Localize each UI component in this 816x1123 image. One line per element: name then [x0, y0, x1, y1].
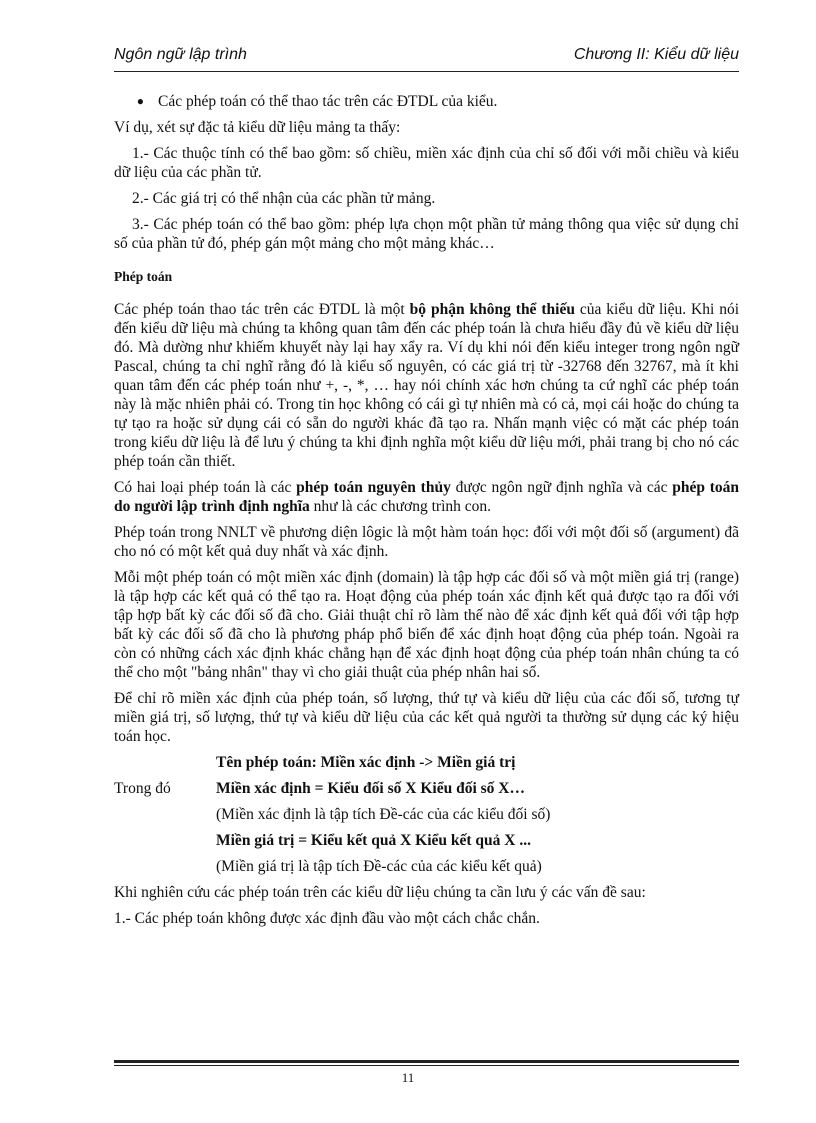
- example-item-2: 2.- Các giá trị có thể nhận của các phần tử mảng.: [132, 190, 436, 207]
- paragraph-2: [114, 478, 739, 516]
- page-header: [114, 44, 739, 70]
- paragraph-1-start: Các phép toán thao tác trên các ĐTDL là một: [114, 301, 410, 318]
- header-book-title: Ngôn ngữ lập trình: [114, 46, 247, 63]
- formula-range-note: (Miền giá trị là tập tích Đề-các của các kiểu kết quả): [216, 858, 542, 875]
- formula-line-2: [114, 779, 739, 798]
- paragraph-2-end: như là các chương trình con.: [309, 498, 492, 515]
- formula-line-5: [114, 857, 739, 876]
- formula-signature: Tên phép toán: Miền xác định -> Miền giá trị: [216, 754, 516, 771]
- paragraph-6: Khi nghiên cứu các phép toán trên các kiểu dữ liệu chúng ta cần lưu ý các vấn đề sau:: [114, 884, 646, 901]
- header-chapter-title: Chương II: Kiểu dữ liệu: [573, 46, 739, 63]
- formula-line-4: [114, 831, 739, 850]
- formula-domain-note: (Miền xác định là tập tích Đề-các của các kiểu đối số): [216, 806, 551, 823]
- example-item-3: 3.- Các phép toán có thể bao gồm: phép lựa chọn một phần tử mảng thông qua việc sử dụng chỉ số của phần tử đó, phép gán một mảng cho một mảng khác…: [114, 216, 739, 252]
- paragraph-2-emphasis-2: phép toán do người lập trình định nghĩa: [114, 479, 739, 515]
- footer-divider-thin: [114, 1065, 739, 1066]
- paragraph-7: 1.- Các phép toán không được xác định đầu vào một cách chắc chắn.: [114, 910, 540, 927]
- formula-line-3: [114, 805, 739, 824]
- paragraph-4: Mỗi một phép toán có một miền xác định (domain) là tập hợp các đối số và một miền giá trị (range) là tập hợp các kết quả có thể tạo ra. Hoạt động của phép toán xác định kết quả được tạo ra đối với tập hợp bất kỳ các đối số đã cho. Giải thuật chỉ rõ làm thế nào để xác định kết quả đối với tập hợp bất kỳ các đối số đã cho là phương pháp phổ biến để xác định hoạt động của phép toán. Ngoài ra còn có những cách xác định khác chẳng hạn để xác định hoạt động của phép toán nhân chúng ta có thể cho một "bảng nhân" thay vì cho giải thuật của phép nhân hai số.: [114, 569, 739, 681]
- paragraph-2-middle: được ngôn ngữ định nghĩa và các: [450, 479, 673, 496]
- formula-domain: Miền xác định = Kiểu đối số X Kiểu đối số X…: [216, 780, 525, 797]
- section-heading: Phép toán: [114, 269, 173, 284]
- page-number: 11: [401, 1070, 415, 1085]
- paragraph-5: Để chỉ rõ miền xác định của phép toán, số lượng, thứ tự và kiểu dữ liệu của các đối số, tương tự miền giá trị, số lượng, thứ tự và kiểu dữ liệu của các kết quả người ta thường sử dụng các ký hiệu toán học.: [114, 690, 739, 745]
- paragraph-1-emphasis: bộ phận không thể thiếu: [409, 301, 575, 318]
- paragraph-1: [114, 300, 739, 471]
- example-item-1: 1.- Các thuộc tính có thể bao gồm: số chiều, miền xác định của chỉ số đối với mỗi chiều và kiểu dữ liệu của các phần tử.: [114, 145, 739, 181]
- paragraph-3: Phép toán trong NNLT về phương diện lôgic là một hàm toán học: đối với một đối số (argument) đã cho nó có một kết quả duy nhất và xác định.: [114, 524, 739, 560]
- page-body: [114, 92, 739, 935]
- bullet-text: Các phép toán có thể thao tác trên các ĐTDL của kiểu.: [158, 93, 498, 110]
- paragraph-1-rest: của kiểu dữ liệu. Khi nói đến kiểu dữ liệu mà chúng ta không quan tâm đến các phép toán là chưa hiểu đầy đủ về kiểu dữ liệu đó. Mà dường như khiếm khuyết này lại hay xẩy ra. Ví dụ khi nói đến kiểu integer trong ngôn ngữ Pascal, chúng ta chỉ nghĩ rằng đó là kiểu số nguyên, có các giá trị từ -32768 đến 32767, mà ít khi quan tâm đến các phép toán như +, -, *, … hay nói chính xác hơn chúng ta cứ nghĩ các phép toán này là mặc nhiên phải có. Trong tin học không có cái gì tự nhiên mà có cả, mọi cái hoặc do chúng ta tự tạo ra hoặc sử dụng cái có sẵn do người khác đã tạo ra. Nhấn mạnh việc có mặt các phép toán trong kiểu dữ liệu là để lưu ý chúng ta khi định nghĩa một kiểu dữ liệu mới, phải trang bị cho nó các phép toán cần thiết.: [114, 301, 739, 470]
- footer-divider-thick: [114, 1060, 739, 1063]
- formula-range: Miền giá trị = Kiểu kết quả X Kiểu kết quả X ...: [216, 832, 531, 849]
- header-divider: [114, 71, 739, 72]
- formula-line-1: [114, 753, 739, 772]
- example-intro: Ví dụ, xét sự đặc tả kiểu dữ liệu mảng ta thấy:: [114, 119, 401, 136]
- bullet-item: [114, 92, 739, 111]
- formula-where-label: Trong đó: [114, 780, 171, 797]
- bullet-icon: ●: [136, 94, 144, 108]
- paragraph-2-start: Có hai loại phép toán là các: [114, 479, 297, 496]
- paragraph-2-emphasis-1: phép toán nguyên thủy: [296, 479, 451, 496]
